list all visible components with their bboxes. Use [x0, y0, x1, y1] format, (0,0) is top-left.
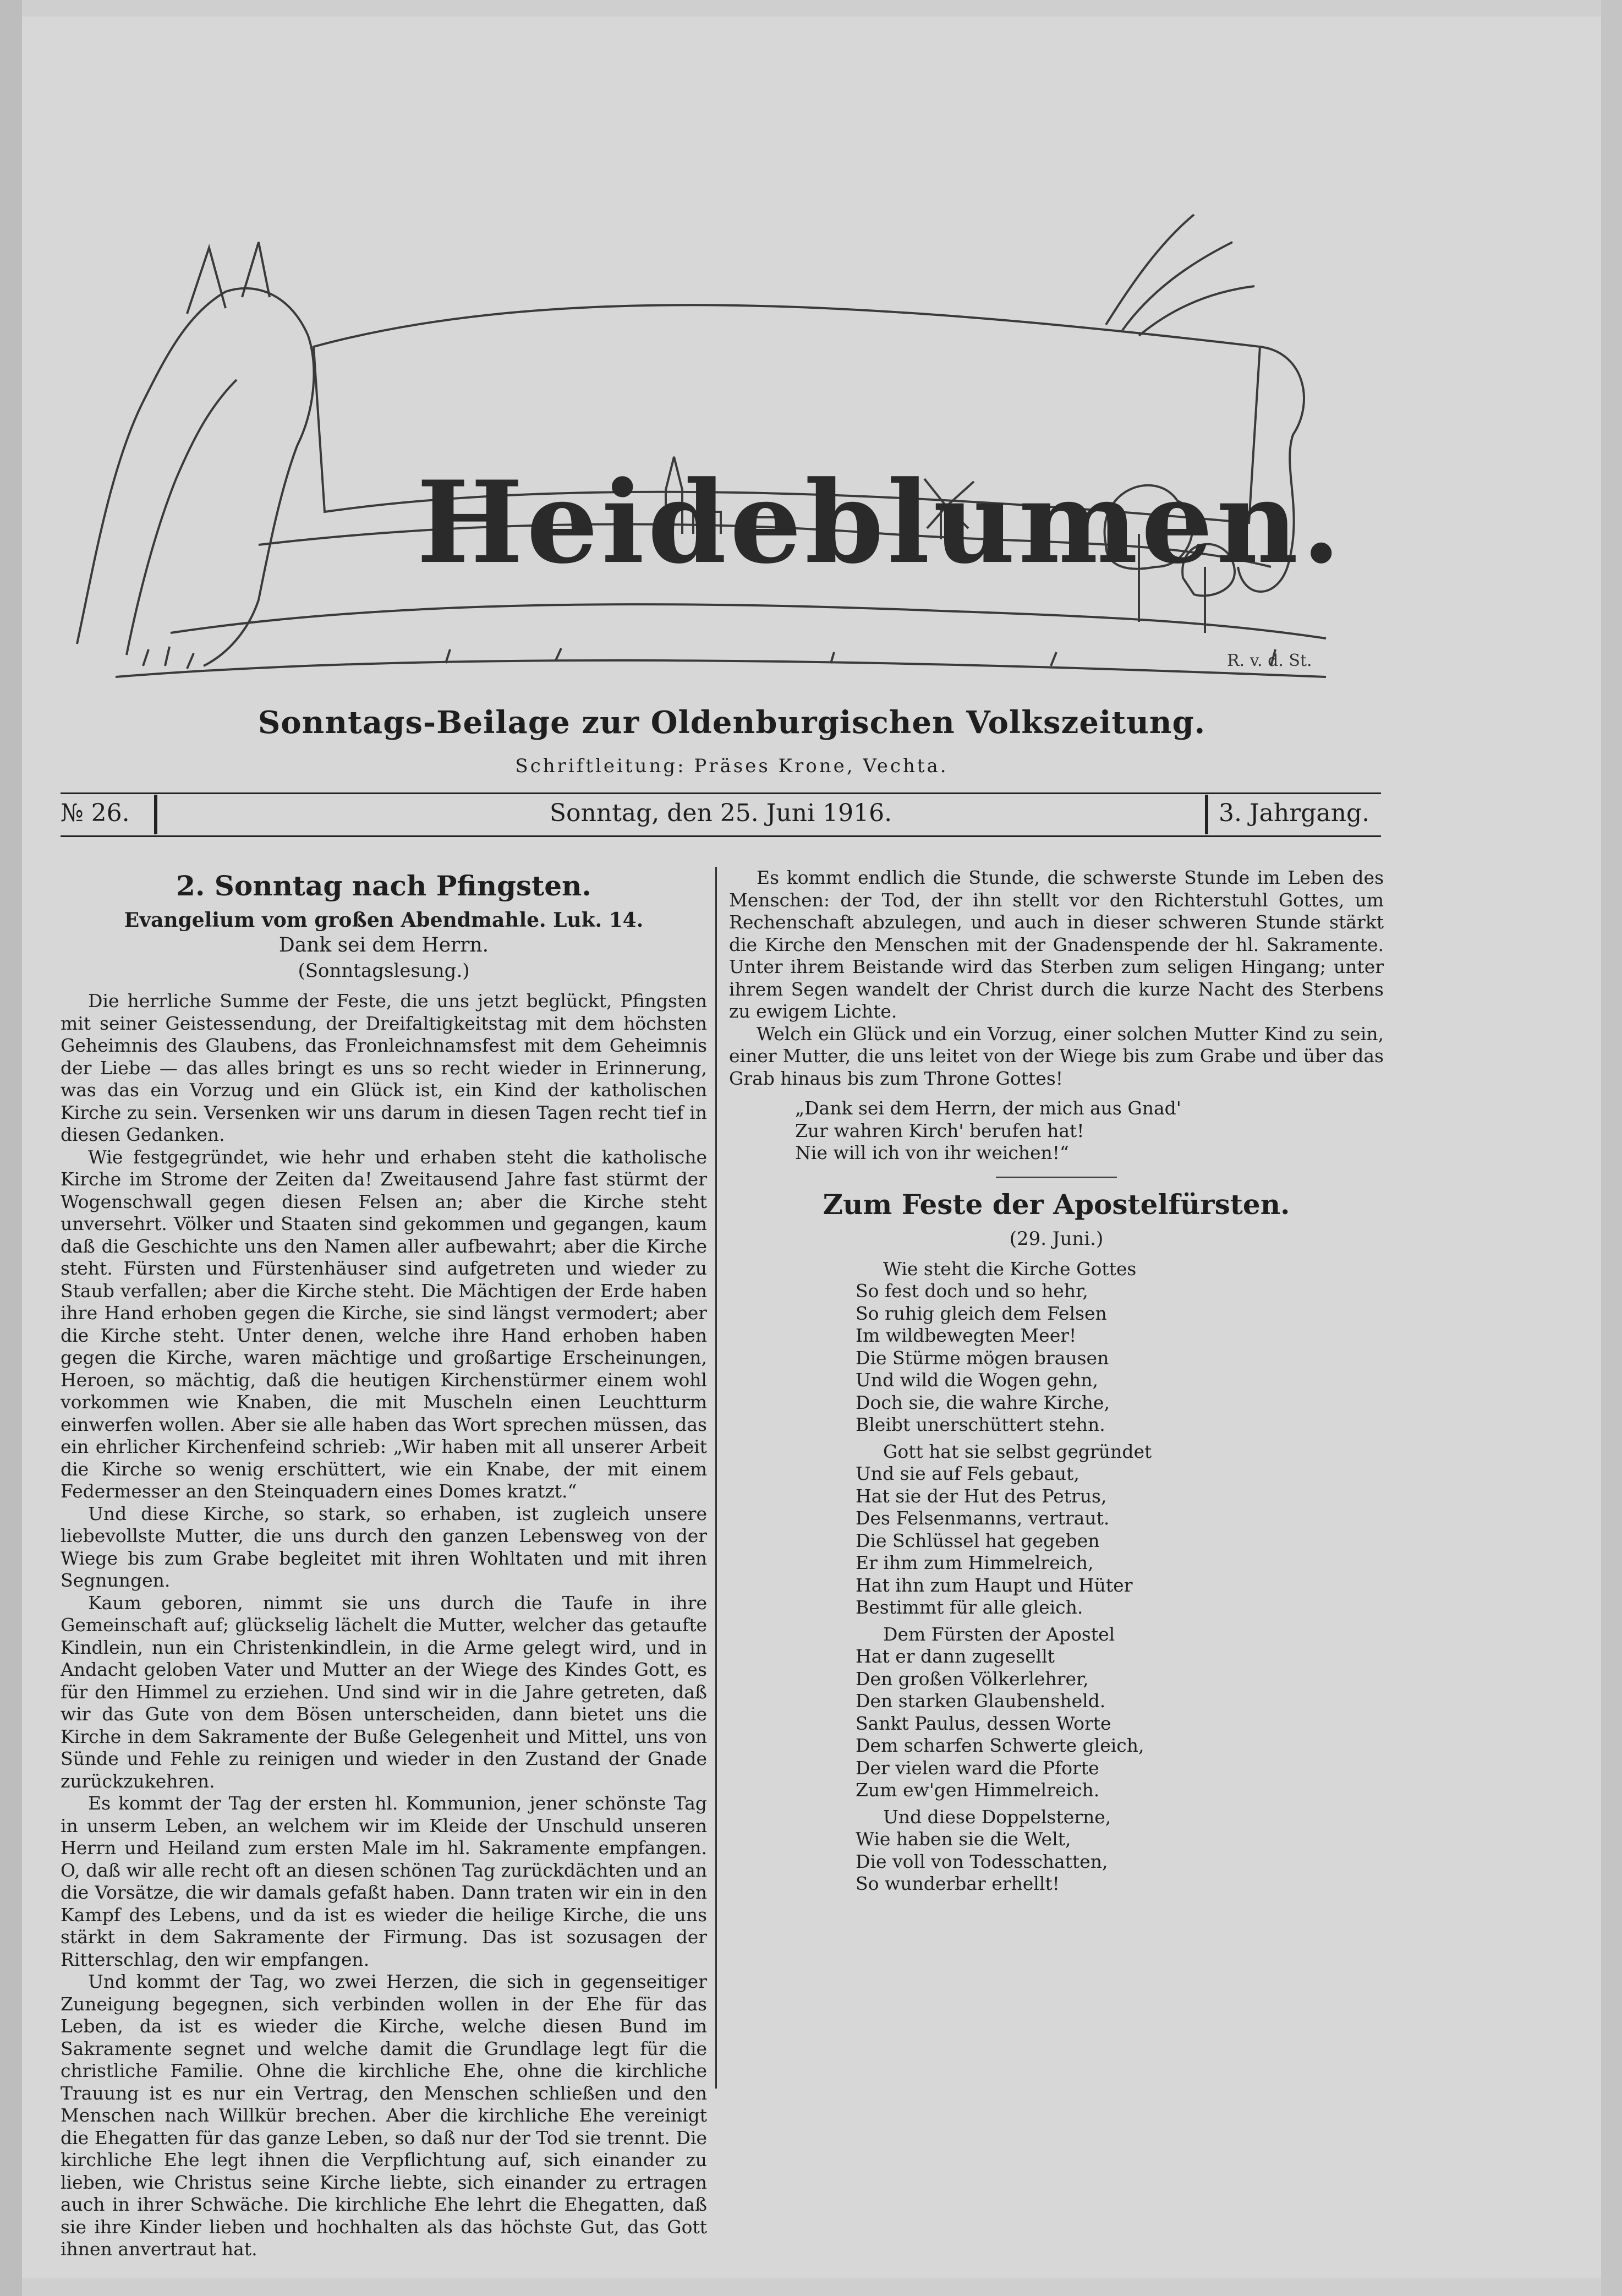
- poem-line: Hat ihn zum Haupt und Hüter: [856, 1574, 1133, 1596]
- dateline-bottom-rule: [61, 835, 1381, 837]
- poem-line: Und sie auf Fels gebaut,: [856, 1463, 1079, 1484]
- issue-date: Sonntag, den 25. Juni 1916.: [549, 799, 892, 827]
- scan-left-edge: [0, 0, 22, 2296]
- poem-line: Sankt Paulus, dessen Worte: [856, 1712, 1111, 1734]
- paragraph: Wie festgegründet, wie hehr und erhaben steht die katholische Kirche im Strome der Zeiten da! Zweitausend Jahre fast stürmt der Wogenschwall gegen diesen Felsen an; aber die Kirche steht unversehrt. Völker und Staaten sind gekommen und gegangen, kaum daß die Geschichte uns den Namen aller aufbewahrt; aber die Kirche steht. Fürsten und Fürstenhäuser sind aufgetreten und wieder zu Staub verfallen; aber die Kirche steht. Die Mächtigen der Erde haben ihre Hand erhoben gegen die Kirche, sie sind längst vermodert; aber die Kirche steht. Unter denen, welche ihre Hand erhoben haben gegen die Kirche, waren mächtige und großartige Erscheinungen, Heroen, so mächtig, daß die heutigen Kirchenstürmer einem wohl vorkommen wie Knaben, die mit Muscheln einen Leuchtturm einwerfen wollen. Aber sie alle haben das Wort sprechen müssen, das ein ehrlicher Kirchenfeind schrieb: „Wir haben mit all unserer Arbeit die Kirche so wenig erschüttert, wie ein Knabe, der mit einem Federmesser an den Steinquadern eines Domes kratzt.“: [61, 1146, 707, 1502]
- section-rule: [996, 1177, 1117, 1178]
- poem-line: Und diese Doppelsterne,: [883, 1806, 1111, 1828]
- dateline: [61, 792, 1381, 837]
- masthead-title: Heideblumen.: [417, 457, 1344, 589]
- supplement-subtitle: Sonntags-Beilage zur Oldenburgischen Volkszeitung.: [257, 704, 1206, 741]
- poem-line: Den starken Glaubensheld.: [856, 1690, 1106, 1712]
- wheat-drawing: [1106, 215, 1254, 336]
- poem-line: Die Schlüssel hat gegeben: [856, 1529, 1100, 1551]
- scan-right-edge: [1601, 0, 1622, 2296]
- poem-line: Die voll von Todesschatten,: [856, 1850, 1108, 1872]
- poem-line: Gott hat sie selbst gegründet: [883, 1440, 1152, 1462]
- paragraph: Und diese Kirche, so stark, so erhaben, ist zugleich unsere liebevollste Mutter, die uns durch den ganzen Lebensweg von der Wiege bis zum Grabe begleitet mit ihren Wohltaten und mit ihren Segnungen.: [61, 1502, 707, 1591]
- poem-line: Dem scharfen Schwerte gleich,: [856, 1735, 1144, 1756]
- article-subtitle: (Sonntagslesung.): [298, 960, 470, 982]
- poem-line: So ruhig gleich dem Felsen: [856, 1302, 1107, 1324]
- paragraph: Es kommt der Tag der ersten hl. Kommunion, jener schönste Tag in unserm Leben, an welchem wir im Kleide der Unschuld unseren Herrn und Heiland zum ersten Male im hl. Sakramente empfangen. O, daß wir alle recht oft an diesen schönen Tag zurückdächten und an die Vorsätze, die wir damals gefaßt haben. Dann traten wir ein in den Kampf des Lebens, und da ist es wieder die heilige Kirche, die uns stärkt in dem Sakramente der Firmung. Das ist sozusagen der Ritterschlag, den wir empfangen.: [61, 1792, 707, 1970]
- poem-line: Den großen Völkerlehrer,: [856, 1668, 1089, 1690]
- poem-line: Zum ew'gen Himmelreich.: [856, 1779, 1100, 1801]
- left-column: [61, 867, 707, 2261]
- poem-line: So fest doch und so hehr,: [856, 1280, 1088, 1302]
- gospel-reference: Evangelium vom großen Abendmahle. Luk. 14.: [124, 909, 644, 932]
- paragraph: Und kommt der Tag, wo zwei Herzen, die sich in gegenseitiger Zuneigung begegnen, sich verbinden wollen in der Ehe für das Leben, da ist es wieder die Kirche, welche diesen Bund im Sakramente segnet und welche damit die Grundlage legt für die christliche Familie. Ohne die kirchliche Ehe, ohne die kirchliche Trauung ist es nur ein Vertrag, den Menschen schließen und den Menschen nach Willkür brechen. Aber die kirchliche Ehe vereinigt die Ehegatten für das ganze Leben, so daß nur der Tod sie trennt. Die kirchliche Ehe legt ihnen die Verpflichtung auf, sich einander zu lieben, wie Christus seine Kirche liebte, sich einander zu ertragen auch in ihrer Schwäche. Die kirchliche Ehe lehrt die Ehegatten, daß sie ihre Kinder lieben und hochhalten als das höchste Gut, das Gott ihnen anvertraut hat.: [61, 1971, 707, 2260]
- paragraph: Kaum geboren, nimmt sie uns durch die Taufe in ihre Gemeinschaft auf; glückselig lächelt die Mutter, welcher das getaufte Kindlein, nun ein Christenkindlein, in die Arme gelegt wird, und in Andacht geloben Vater und Mutter an der Wiege des Kindes Gott, es für den Himmel zu erziehen. Und sind wir in die Jahre getreten, daß wir das Gute von dem Bösen unterscheiden, dann bietet uns die Kirche in dem Sakramente der Buße Gelegenheit und Mittel, uns von Sünde und Fehle zu reinigen und wieder in den Zustand der Gnade zurückzukehren.: [61, 1592, 707, 1792]
- quote-line: Zur wahren Kirch' berufen hat!: [795, 1119, 1084, 1141]
- right-column: [729, 867, 1384, 1895]
- quote-line: „Dank sei dem Herrn, der mich aus Gnad': [795, 1097, 1181, 1119]
- article-title: 2. Sonntag nach Pfingsten.: [176, 870, 591, 902]
- paragraph: Die herrliche Summe der Feste, die uns jetzt beglückt, Pfingsten mit seiner Geistessendung, der Dreifaltigkeitstag mit dem höchsten Geheimnis des Glaubens, das Fronleichnamsfest mit dem Geheimnis der Liebe — das alles bringt es uns so recht wieder in Erinnerung, was das ein Vorzug und ein Glück ist, ein Kind der katholischen Kirche zu sein. Versenken wir uns darum in diesen Tagen recht tief in diesen Gedanken.: [61, 990, 707, 1145]
- poem-line: Hat er dann zugesellt: [856, 1646, 1055, 1667]
- issue-number: № 26.: [61, 799, 130, 827]
- poem-line: So wunderbar erhellt!: [856, 1873, 1060, 1894]
- poem-line: Doch sie, die wahre Kirche,: [856, 1391, 1110, 1413]
- poem-line: Hat sie der Hut des Petrus,: [856, 1485, 1107, 1507]
- poem-date: (29. Juni.): [1009, 1227, 1104, 1250]
- poem-line: Wie steht die Kirche Gottes: [883, 1258, 1137, 1280]
- poem-line: Die Stürme mögen brausen: [856, 1347, 1109, 1369]
- editor-line: Schriftleitung: Präses Krone, Vechta.: [515, 755, 949, 777]
- paragraph: Welch ein Glück und ein Vorzug, einer solchen Mutter Kind zu sein, einer Mutter, die uns leitet von der Wiege bis zum Grabe und über das Grab hinaus bis zum Throne Gottes!: [729, 1023, 1384, 1089]
- closing-quote: [795, 1097, 1384, 1165]
- poem-line: Er ihm zum Himmelreich,: [856, 1552, 1094, 1573]
- poem-line: Dem Fürsten der Apostel: [883, 1623, 1115, 1645]
- paragraph: Es kommt endlich die Stunde, die schwerste Stunde im Leben des Menschen: der Tod, der ihn stellt vor den Richterstuhl Gottes, um Rechenschaft abzulegen, und auch in dieser schweren Stunde stärkt die Kirche den Menschen mit der Gnadenspende der hl. Sakramente. Unter ihrem Beistande wird das Sterben zum seligen Hingang; unter ihrem Segen wandelt der Christ durch die kurze Nacht des Sterbens zu ewigem Lichte.: [729, 867, 1384, 1022]
- quote-line: Nie will ich von ihr weichen!“: [795, 1142, 1069, 1163]
- masthead-illustration: [61, 182, 1376, 688]
- volume-number: 3. Jahrgang.: [1219, 799, 1370, 827]
- poem: [856, 1258, 1384, 1895]
- poem-line: Des Felsenmanns, vertraut.: [856, 1507, 1110, 1529]
- poem-line: Bleibt unerschüttert stehn.: [856, 1414, 1105, 1435]
- column-divider: [715, 867, 717, 2089]
- poem-line: Im wildbewegten Meer!: [856, 1325, 1077, 1346]
- poem-line: Wie haben sie die Welt,: [856, 1828, 1071, 1850]
- poem-line: Und wild die Wogen gehn,: [856, 1369, 1098, 1391]
- poem-line: Bestimmt für alle gleich.: [856, 1597, 1083, 1618]
- poem-title: Zum Feste der Apostelfürsten.: [823, 1188, 1290, 1221]
- poem-line: Der vielen ward die Pforte: [856, 1757, 1099, 1779]
- article-motto: Dank sei dem Herrn.: [278, 934, 489, 956]
- artist-signature: R. v. d. St.: [1227, 651, 1312, 670]
- dateline-top-rule: [61, 792, 1381, 794]
- dateline-divider: [154, 795, 157, 834]
- dateline-divider: [1205, 795, 1208, 834]
- landscape-drawing: [61, 182, 1376, 688]
- ruin-drawing: [77, 288, 314, 666]
